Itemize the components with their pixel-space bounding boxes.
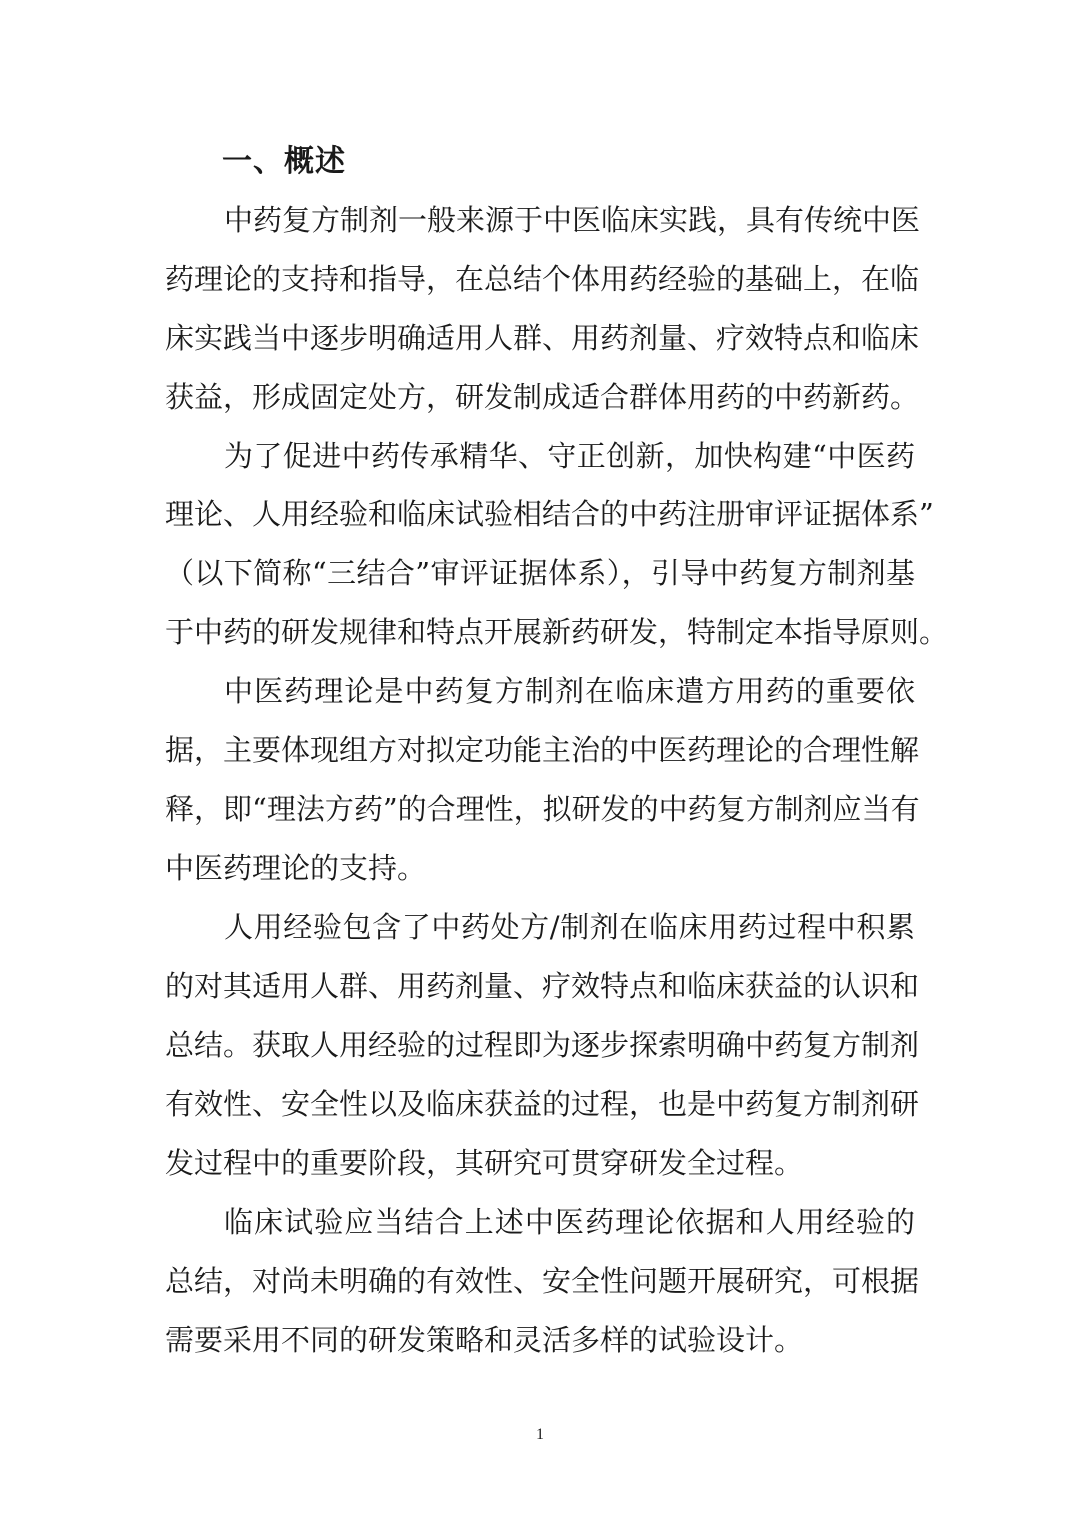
section-heading: 一、概述	[222, 144, 346, 179]
paragraph-1-line-3: 床实践当中逐步明确适用人群、用药剂量、疗效特点和临床	[165, 321, 920, 355]
paragraph-2-line-4: 于中药的研发规律和特点开展新药研发，特制定本指导原则。	[165, 615, 949, 649]
paragraph-4-line-4: 有效性、安全性以及临床获益的过程，也是中药复方制剂研	[165, 1087, 920, 1121]
paragraph-1-line-2: 药理论的支持和指导，在总结个体用药经验的基础上，在临	[165, 262, 920, 296]
paragraph-5-line-2: 总结，对尚未明确的有效性、安全性问题开展研究，可根据	[165, 1264, 920, 1298]
paragraph-2-line-3: （以下简称“三结合”审评证据体系），引导中药复方制剂基	[165, 556, 915, 590]
paragraph-3-line-2: 据，主要体现组方对拟定功能主治的中医药理论的合理性解	[165, 733, 920, 767]
paragraph-4-line-5: 发过程中的重要阶段，其研究可贯穿研发全过程。	[165, 1146, 804, 1180]
paragraph-2-line-1: 为了促进中药传承精华、守正创新，加快构建“中医药	[224, 439, 915, 473]
paragraph-4-line-2: 的对其适用人群、用药剂量、疗效特点和临床获益的认识和	[165, 969, 920, 1003]
paragraph-3-line-3: 释，即“理法方药”的合理性，拟研发的中药复方制剂应当有	[165, 792, 920, 826]
page-number: 1	[536, 1426, 544, 1443]
paragraph-1-line-1: 中药复方制剂一般来源于中医临床实践，具有传统中医	[224, 203, 921, 237]
paragraph-1-line-4: 获益，形成固定处方，研发制成适合群体用药的中药新药。	[165, 380, 920, 414]
paragraph-5-line-3: 需要采用不同的研发策略和灵活多样的试验设计。	[165, 1323, 804, 1357]
paragraph-3-line-4: 中医药理论的支持。	[165, 851, 427, 885]
paragraph-5-line-1: 临床试验应当结合上述中医药理论依据和人用经验的	[224, 1205, 915, 1239]
paragraph-4-line-3: 总结。获取人用经验的过程即为逐步探索明确中药复方制剂	[165, 1028, 920, 1062]
paragraph-4-line-1: 人用经验包含了中药处方/制剂在临床用药过程中积累	[224, 910, 915, 944]
paragraph-2-line-2: 理论、人用经验和临床试验相结合的中药注册审评证据体系”	[165, 497, 934, 531]
paragraph-3-line-1: 中医药理论是中药复方制剂在临床遣方用药的重要依	[224, 674, 915, 708]
